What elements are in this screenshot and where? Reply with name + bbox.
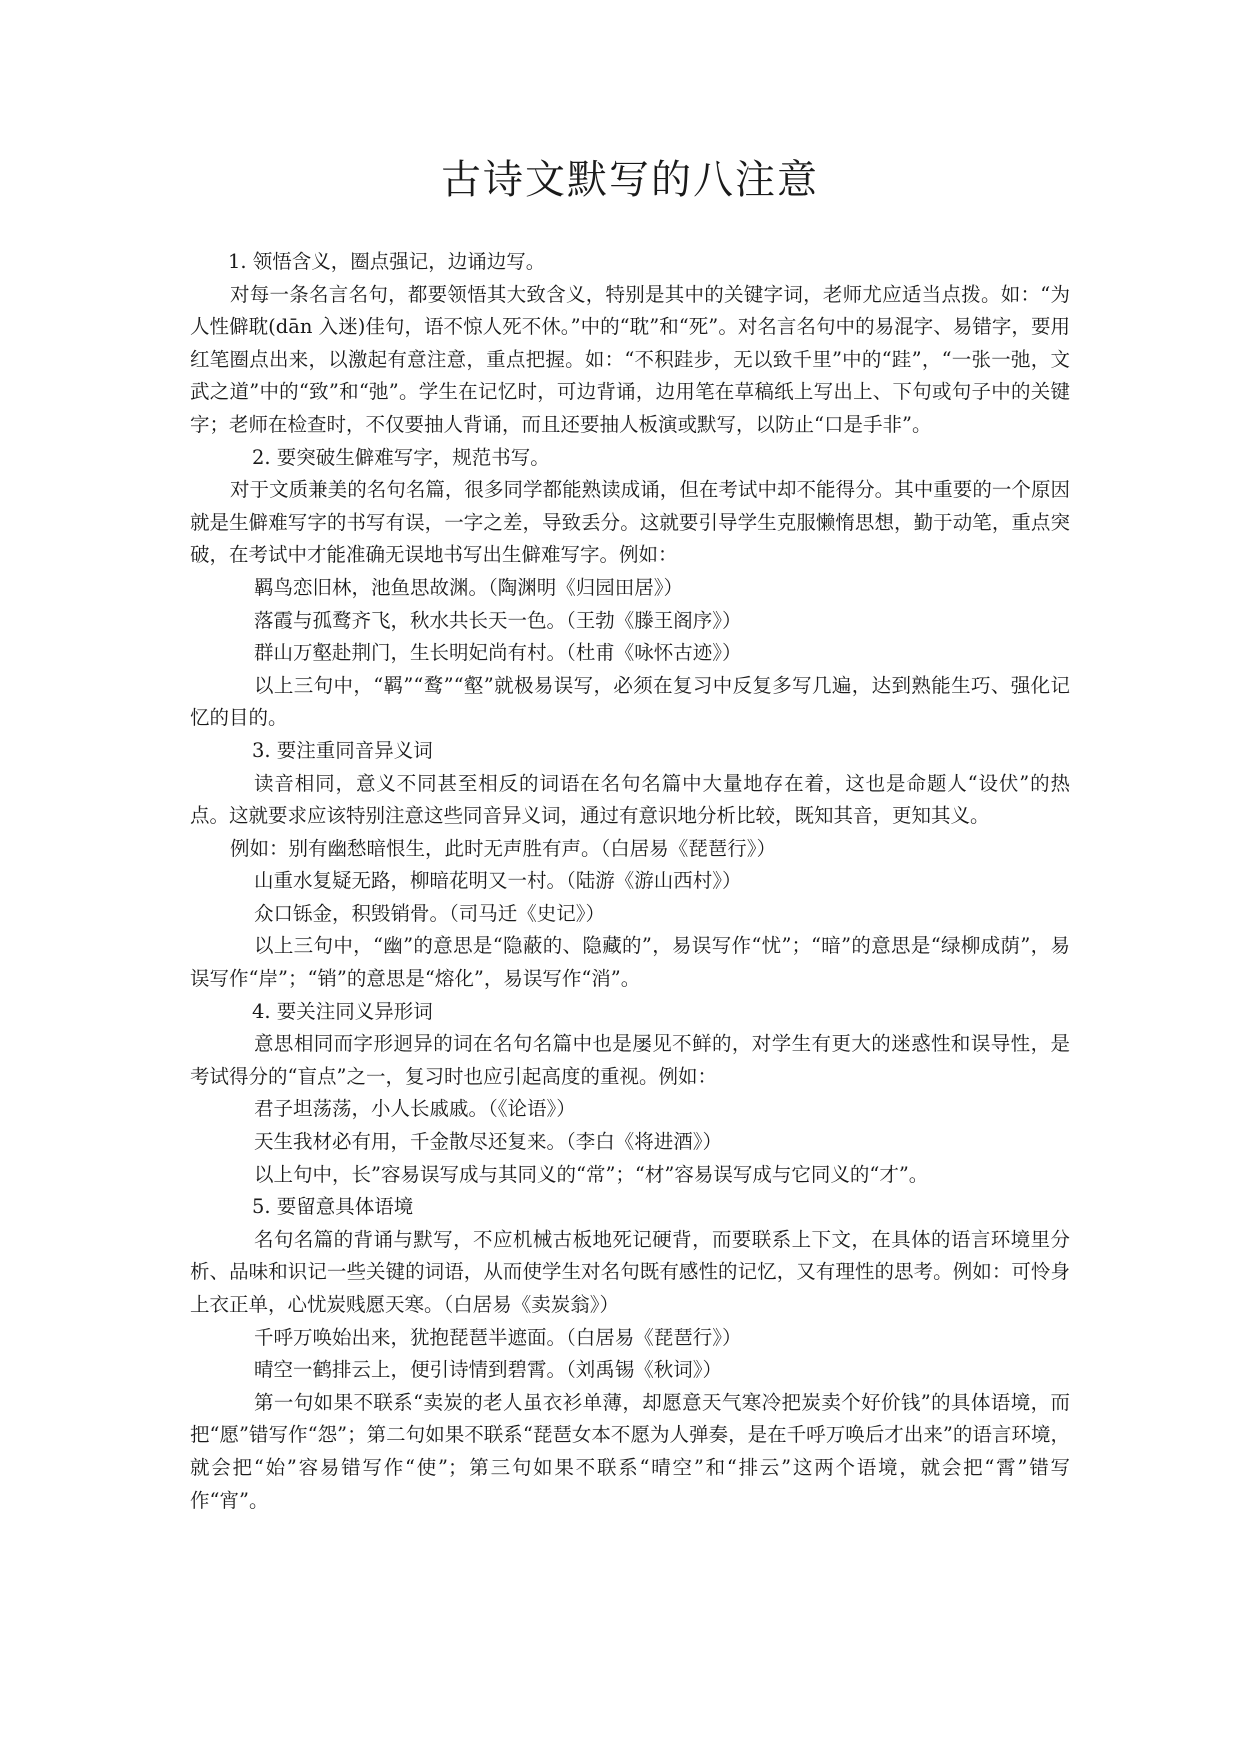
document-page: [190, 150, 1070, 1517]
quote-line: 千呼万唤始出来，犹抱琵琶半遮面。（白居易《琵琶行》）: [254, 1325, 742, 1349]
quote-line: 羁鸟恋旧林，池鱼思故渊。（陶渊明《归园田居》）: [254, 575, 684, 599]
paragraph: 对于文质兼美的名句名篇，很多同学都能熟读成诵，但在考试中却不能得分。其中重要的一个原因就是生僻难写字的书写有误，一字之差，导致丢分。这就要引导学生克服懒惰思想，勤于动笔，重点突破，在考试中才能准确无误地书写出生僻难写字。例如：: [190, 478, 1070, 567]
quote-line: 例如：别有幽愁暗恨生，此时无声胜有声。（白居易《琵琶行》）: [230, 836, 777, 860]
quote-line: 众口铄金，积毁销骨。（司马迁《史记》）: [254, 901, 606, 925]
paragraph: 以上句中，长”容易误写成与其同义的“常”；“材”容易误写成与它同义的“才”。: [254, 1162, 929, 1186]
paragraph: 意思相同而字形迥异的词在名句名篇中也是屡见不鲜的，对学生有更大的迷惑性和误导性，是考试得分的“盲点”之一，复习时也应引起高度的重视。例如：: [190, 1032, 1070, 1088]
page-title: 古诗文默写的八注意: [441, 157, 819, 203]
paragraph: 对每一条名言名句，都要领悟其大致含义，特别是其中的关键字词，老师尤应适当点拨。如：“为人性僻耽(dān 入迷)佳句，语不惊人死不休。”中的“耽”和“死”。对名言名句中的易混字、易错字，要用红笔圈点出来，以激起有意注意，重点把握。如：“不积跬步，无以致千里”中的“跬”，“一张一弛，文武之道”中的“致”和“弛”。学生在记忆时，可边背诵，边用笔在草稿纸上写出上、下句或句子中的关键字；老师在检查时，不仅要抽人背诵，而且还要抽人板演或默写，以防止“口是手非”。: [190, 282, 1070, 436]
quote-line: 群山万壑赴荆门，生长明妃尚有村。（杜甫《咏怀古迹》）: [254, 641, 742, 665]
paragraph: 读音相同，意义不同甚至相反的词语在名句名篇中大量地存在着，这也是命题人“设伏”的热点。这就要求应该特别注意这些同音异义词，通过有意识地分析比较，既知其音，更知其义。: [190, 771, 1070, 828]
quote-line: 晴空一鹤排云上，便引诗情到碧霄。（刘禹锡《秋词》）: [254, 1358, 723, 1382]
section-heading-2: 2. 要突破生僻难写字，规范书写。: [252, 445, 550, 469]
section-heading-1: 1. 领悟含义，圈点强记，边诵边写。: [228, 250, 546, 273]
section-heading-3: 3. 要注重同音异义词: [252, 738, 433, 762]
quote-line: 山重水复疑无路，柳暗花明又一村。（陆游《游山西村》）: [254, 869, 742, 893]
paragraph: 第一句如果不联系“卖炭的老人虽衣衫单薄，却愿意天气寒冷把炭卖个好价钱”的具体语境，而把“愿”错写作“怨”；第二句如果不联系“琵琶女本不愿为人弹奏，是在千呼万唤后才出来”的语言环境，就会把“始”容易错写作“使”；第三句如果不联系“晴空”和“排云”这两个语境，就会把“霄”错写作“宵”。: [190, 1390, 1070, 1512]
section-heading-4: 4. 要关注同义异形词: [252, 999, 433, 1023]
quote-line: 落霞与孤鹜齐飞，秋水共长天一色。（王勃《滕王阁序》）: [254, 608, 742, 632]
paragraph: 名句名篇的背诵与默写，不应机械古板地死记硬背，而要联系上下文，在具体的语言环境里分析、品味和识记一些关键的词语，从而使学生对名句既有感性的记忆，又有理性的思考。例如：可怜身上衣正单，心忧炭贱愿天寒。（白居易《卖炭翁》）: [190, 1227, 1070, 1316]
paragraph: 以上三句中，“羁”“鹜”“壑”就极易误写，必须在复习中反复多写几遍，达到熟能生巧、强化记忆的目的。: [190, 673, 1070, 730]
quote-line: 天生我材必有用，千金散尽还复来。（李白《将进酒》）: [254, 1130, 723, 1154]
section-heading-5: 5. 要留意具体语境: [252, 1195, 414, 1219]
paragraph: 以上三句中，“幽”的意思是“隐蔽的、隐藏的”，易误写作“忧”；“暗”的意思是“绿柳成荫”，易误写作“岸”；“销”的意思是“熔化”，易误写作“消”。: [190, 934, 1070, 991]
quote-line: 君子坦荡荡，小人长戚戚。（《论语》）: [254, 1097, 576, 1121]
